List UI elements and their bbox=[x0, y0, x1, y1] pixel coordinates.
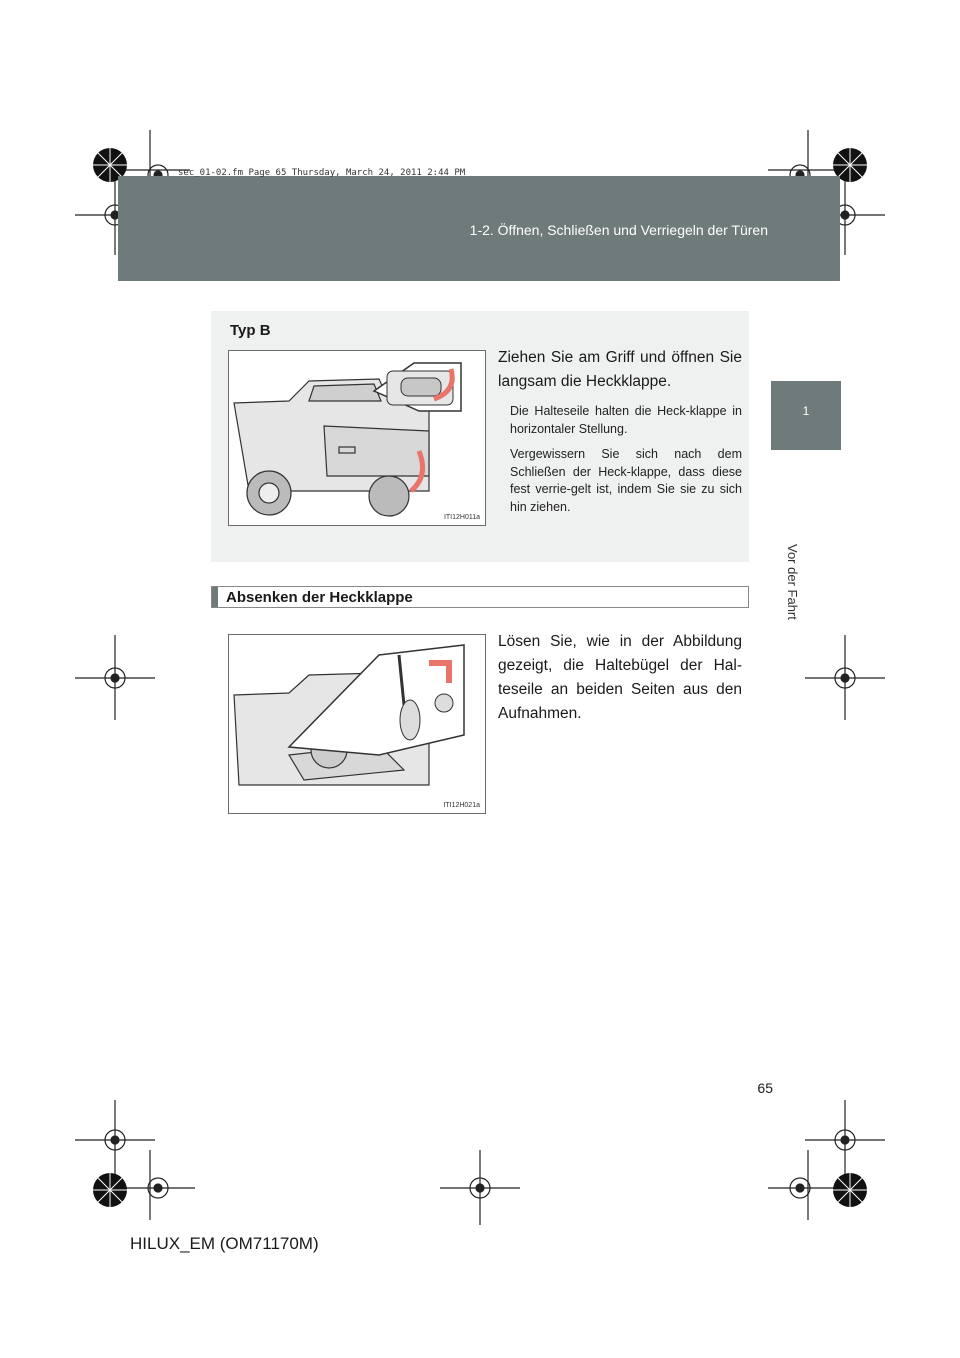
pickup-open-drawing bbox=[229, 351, 485, 525]
type-b-note-2: Vergewissern Sie sich nach dem Schließen der Heck-klappe, dass diese fest verrie-gelt ist, indem Sie sie zu sich hin ziehen. bbox=[510, 447, 742, 514]
section-heading-title: Absenken der Heckklappe bbox=[226, 589, 413, 606]
type-b-label: Typ B bbox=[230, 322, 271, 339]
section-heading bbox=[211, 586, 749, 608]
pickup-lowering-drawing bbox=[229, 635, 485, 813]
tailgate-open-illustration bbox=[228, 350, 486, 526]
manual-code: HILUX_EM (OM71170M) bbox=[130, 1234, 319, 1253]
image-code: ITI12H011a bbox=[443, 514, 480, 521]
page-number: 65 bbox=[757, 1080, 773, 1096]
type-b-note-1: Die Halteseile halten die Heck-klappe in horizontaler Stellung. bbox=[510, 404, 742, 436]
chapter-number: 1 bbox=[802, 404, 810, 418]
chapter-label: Vor der Fahrt bbox=[785, 544, 800, 620]
section-title: 1-2. Öffnen, Schließen und Verriegeln der Türen bbox=[469, 222, 768, 238]
chapter-label-container bbox=[746, 470, 866, 620]
type-b-instruction: Ziehen Sie am Griff und öffnen Sie langsam die Heckklappe. bbox=[498, 349, 742, 390]
file-stamp: sec_01-02.fm Page 65 Thursday, March 24, 2011 2:44 PM bbox=[178, 168, 466, 178]
section-heading-bar bbox=[212, 587, 218, 607]
tailgate-lowering-illustration bbox=[228, 634, 486, 814]
lowering-instruction: Lösen Sie, wie in der Abbildung gezeigt, die Haltebügel der Hal-teseile an beiden Seiten aus den Aufnahmen. bbox=[498, 633, 742, 722]
image-code: ITI12H021a bbox=[443, 802, 480, 809]
